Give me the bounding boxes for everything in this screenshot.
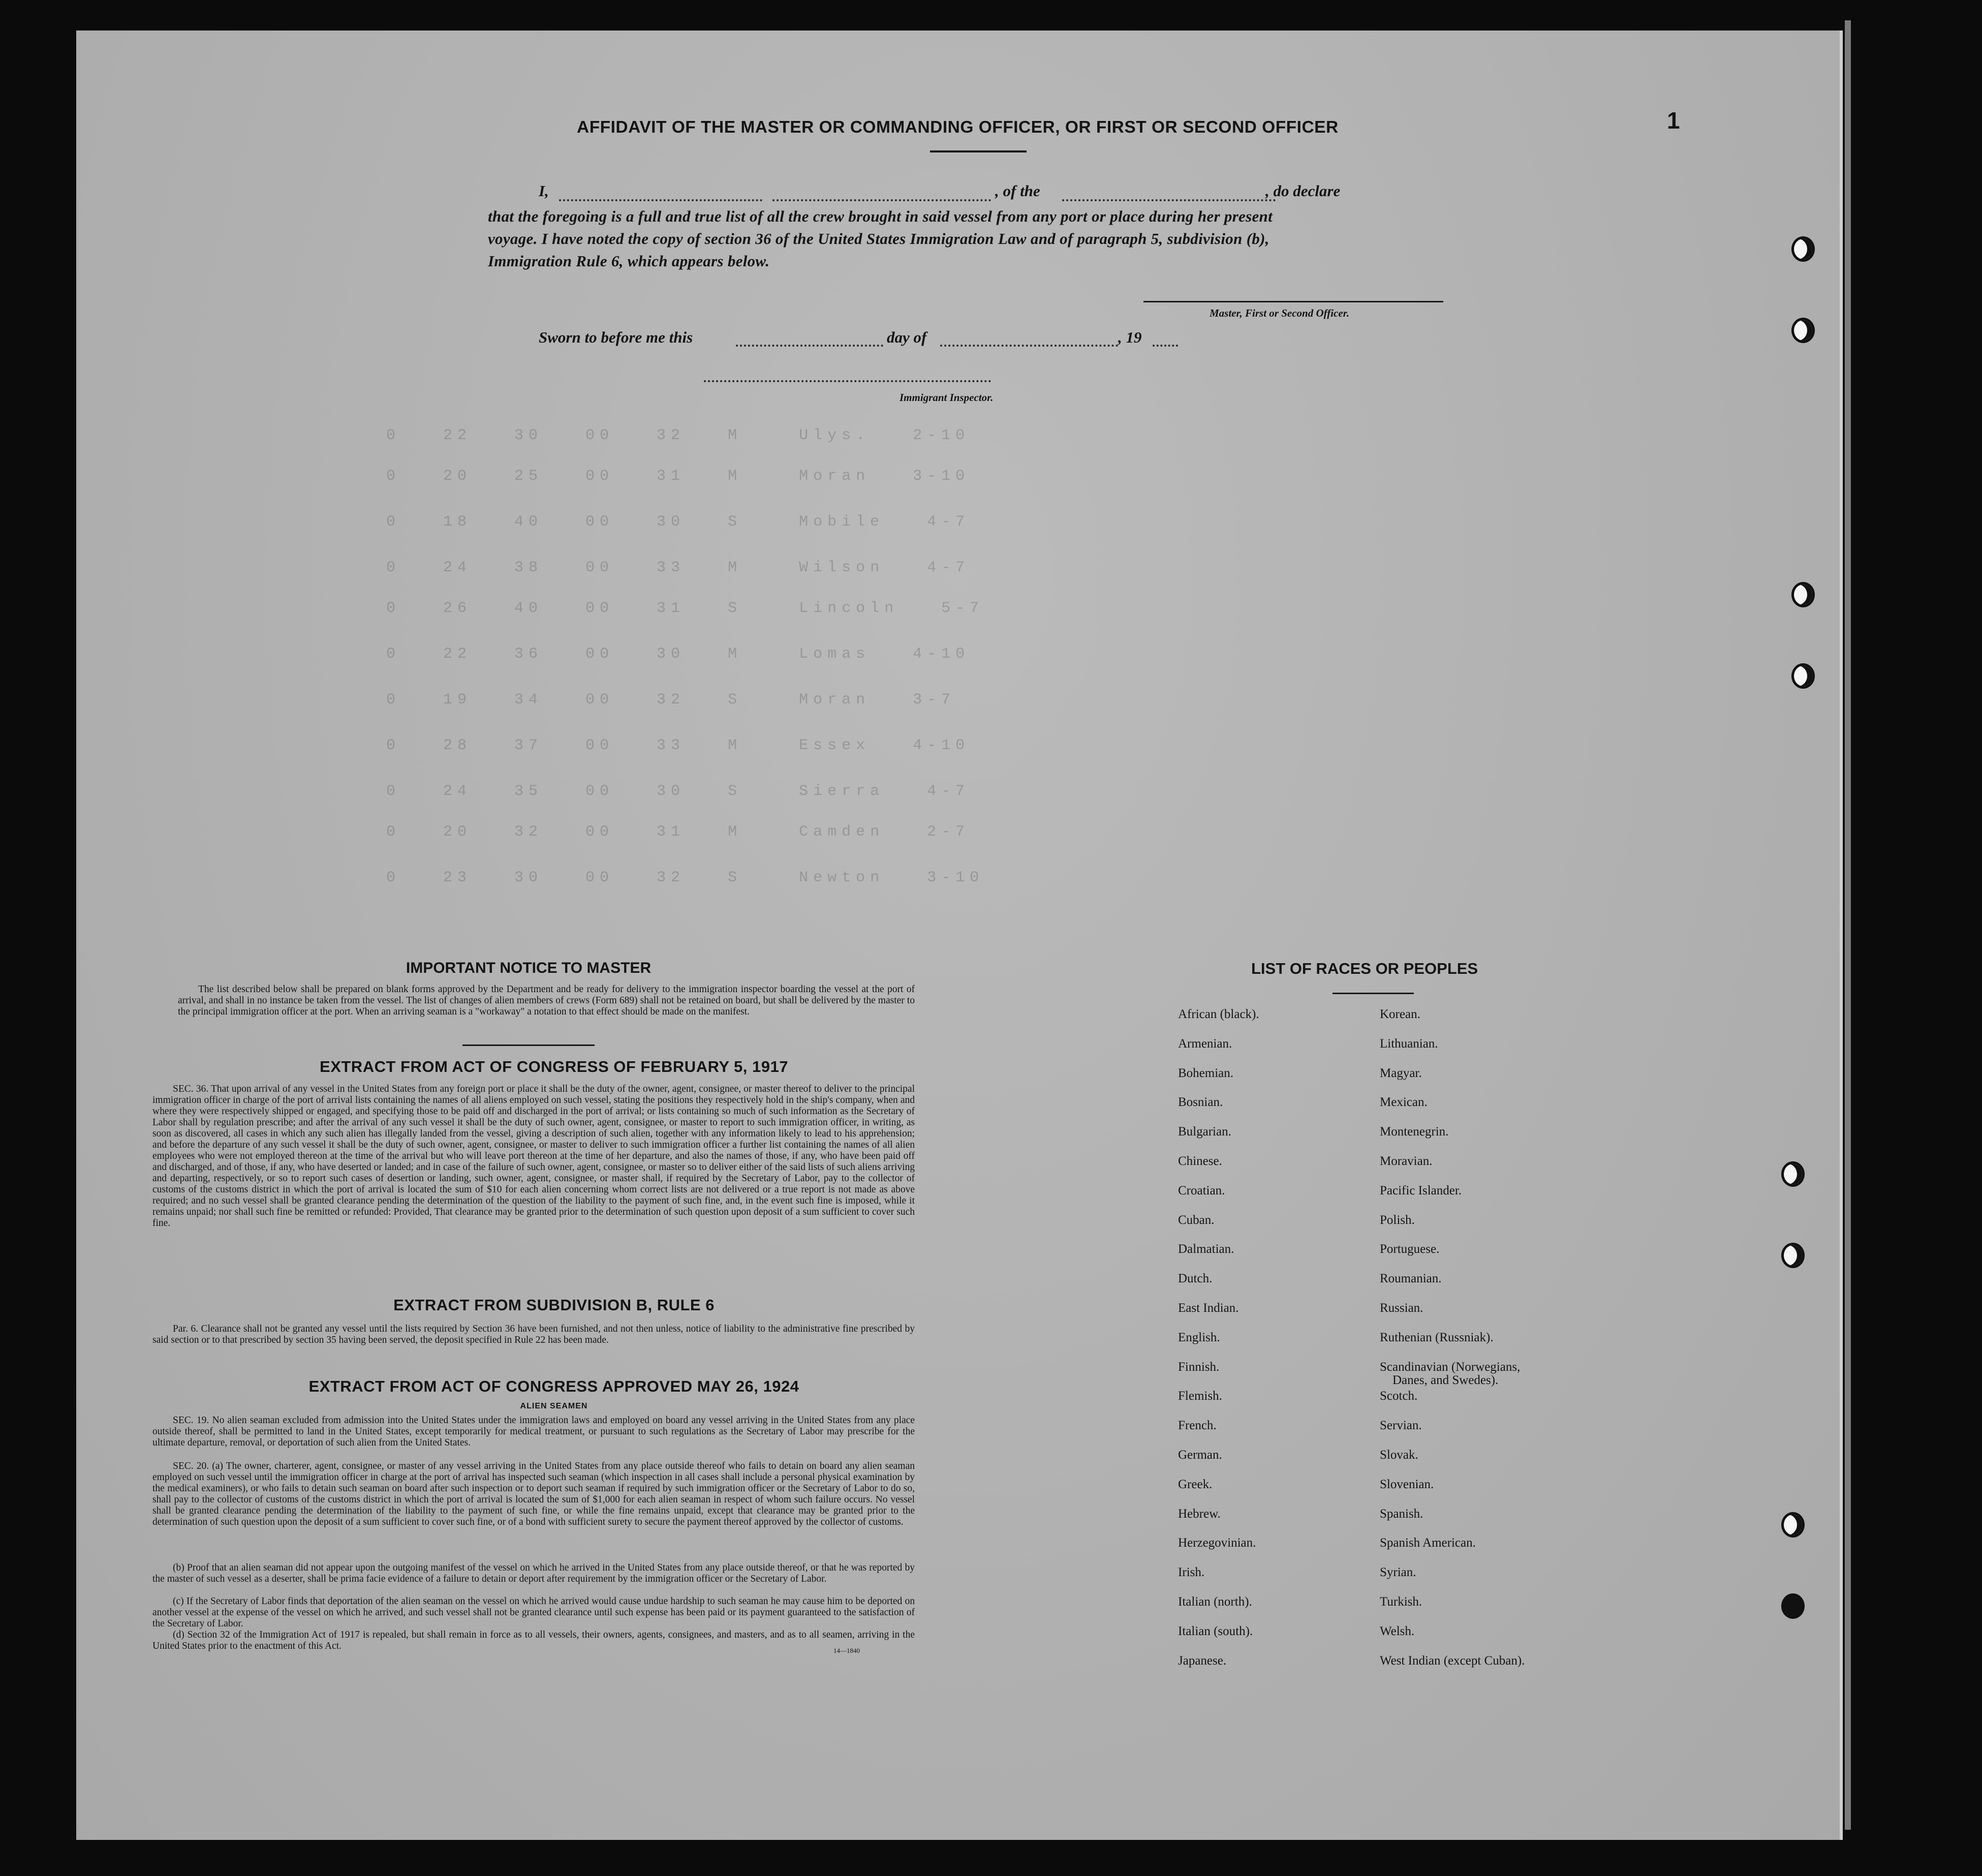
race-item: Mexican.	[1380, 1095, 1428, 1110]
sworn-year-label: , 19	[1118, 328, 1142, 346]
race-item: German.	[1178, 1448, 1222, 1462]
divider	[462, 1044, 595, 1046]
declarant-name-field[interactable]	[559, 199, 762, 201]
race-item: Portuguese.	[1380, 1242, 1440, 1256]
bleed-through-row: 0 18 40 00 30 S Mobile 4-7	[386, 513, 970, 531]
bleed-through-row: 0 22 30 00 32 M Ulys. 2-10	[386, 427, 970, 444]
extract1924-sec19: SEC. 19. No alien seaman excluded from admission into the United States under the immigration laws and employed on board any vessel arriving in the United States from any place outside thereof, shall be permitted to land in the United States, except temporarily for medical treatment, or pursuant to such regulations as the Secretary of Labor may prescribe for the ultimate departure, removal, or deportation of such alien from the United States.	[152, 1415, 915, 1448]
extract1924-sec20b: (b) Proof that an alien seaman did not appear upon the outgoing manifest of the vessel on which he arrived in the United States from any place outside thereof, or that he was reported by the master of such vessel as a deserter, shall be prima facie evidence of a failure to detain or deport after requirement by the immigration officer or the Secretary of Labor.	[152, 1562, 915, 1584]
sworn-day-label: day of	[887, 328, 927, 346]
race-item: Croatian.	[1178, 1183, 1225, 1197]
races-underline	[1333, 993, 1414, 994]
race-item: Moravian.	[1380, 1154, 1433, 1168]
page-number: 1	[1667, 107, 1680, 134]
race-item: Italian (south).	[1178, 1624, 1253, 1638]
punch-hole	[1791, 318, 1815, 343]
race-item: Finnish.	[1178, 1360, 1220, 1374]
bleed-through-row: 0 22 36 00 30 M Lomas 4-10	[386, 645, 970, 663]
extract1917-title: EXTRACT FROM ACT OF CONGRESS OF FEBRUARY 5, 1917	[320, 1058, 788, 1075]
race-item: Slovak.	[1380, 1448, 1418, 1462]
race-item: Dutch.	[1178, 1272, 1213, 1286]
race-item: Hebrew.	[1178, 1506, 1221, 1521]
affidavit-i-label: I,	[539, 182, 549, 200]
race-item: Syrian.	[1380, 1565, 1416, 1580]
form-number: 14—1840	[833, 1647, 860, 1654]
master-signature-line[interactable]	[1143, 301, 1443, 302]
race-item: Greek.	[1178, 1477, 1213, 1491]
sworn-label: Sworn to before me this	[539, 328, 693, 346]
extract-rule6-title: EXTRACT FROM SUBDIVISION B, RULE 6	[393, 1296, 715, 1314]
bleed-through-row: 0 26 40 00 31 S Lincoln 5-7	[386, 600, 984, 617]
master-label: Master, First or Second Officer.	[1210, 307, 1349, 319]
extract1924-subtitle: ALIEN SEAMEN	[520, 1402, 588, 1410]
affidavit-of-label: , of the	[995, 182, 1040, 200]
vessel-name-field[interactable]	[1062, 199, 1276, 201]
race-item: West Indian (except Cuban).	[1380, 1653, 1525, 1668]
race-item: Roumanian.	[1380, 1272, 1442, 1286]
race-item: Spanish.	[1380, 1506, 1423, 1521]
race-item: Armenian.	[1178, 1036, 1232, 1051]
inspector-label: Immigrant Inspector.	[900, 391, 994, 404]
race-item: Welsh.	[1380, 1624, 1415, 1638]
race-item: Turkish.	[1380, 1595, 1422, 1609]
punch-hole	[1791, 663, 1815, 689]
punch-hole	[1781, 1512, 1805, 1537]
extract1924-title: EXTRACT FROM ACT OF CONGRESS APPROVED MAY 26, 1924	[308, 1377, 799, 1395]
bleed-through-row: 0 24 35 00 30 S Sierra 4-7	[386, 783, 970, 800]
extract-rule6-body: Par. 6. Clearance shall not be granted any vessel until the lists required by Section 36 have been furnished, and not then unless, notice of liability to the administrative fine prescribed by said section or to that prescribed by section 35 having been served, the deposit specified in Rule 22 has been made.	[152, 1324, 915, 1345]
race-item: Bosnian.	[1178, 1095, 1223, 1110]
race-item: African (black).	[1178, 1007, 1259, 1021]
race-item: Scandinavian (Norwegians,	[1380, 1360, 1521, 1374]
notice-body: The list described below shall be prepared on blank forms approved by the Department and be ready for delivery to the immigration inspector boarding the vessel at the port of arrival, and shall in no instance be taken from the vessel. The list of changes of alien members of crews (Form 689) shall not be retained on board, but shall be delivered by the master to the principal immigration officer at the port. When an arriving seaman is a "workaway" a notation to that effect should be made on the manifest.	[178, 984, 915, 1017]
officer-title-field[interactable]	[772, 199, 991, 201]
race-item: Cuban.	[1178, 1213, 1215, 1227]
race-item: Lithuanian.	[1380, 1036, 1438, 1051]
race-item: Ruthenian (Russniak).	[1380, 1330, 1494, 1344]
race-item: Pacific Islander.	[1380, 1183, 1462, 1197]
bleed-through-row: 0 24 38 00 33 M Wilson 4-7	[386, 559, 970, 576]
sworn-day-field[interactable]	[736, 345, 883, 347]
races-title: LIST OF RACES OR PEOPLES	[1251, 960, 1478, 977]
race-item: Montenegrin.	[1380, 1125, 1449, 1139]
punch-hole	[1791, 582, 1815, 607]
race-item: Japanese.	[1178, 1653, 1227, 1668]
race-item: English.	[1178, 1330, 1220, 1344]
race-item: Bohemian.	[1178, 1066, 1234, 1080]
race-item: French.	[1178, 1419, 1217, 1433]
title-underline	[930, 150, 1027, 152]
affidavit-declare-label: , do declare	[1265, 182, 1341, 200]
punch-hole	[1781, 1593, 1805, 1619]
race-item: Bulgarian.	[1178, 1125, 1231, 1139]
bleed-through-row: 0 23 30 00 32 S Newton 3-10	[386, 869, 984, 886]
affidavit-line2: that the foregoing is a full and true list of all the crew brought in said vessel from any port or place during her present	[488, 207, 1273, 225]
race-item: Magyar.	[1380, 1066, 1422, 1080]
race-item: Dalmatian.	[1178, 1242, 1234, 1256]
race-item: Italian (north).	[1178, 1595, 1252, 1609]
race-item: Russian.	[1380, 1301, 1423, 1315]
race-item: Polish.	[1380, 1213, 1415, 1227]
inspector-signature-field[interactable]	[704, 380, 991, 382]
bleed-through-row: 0 19 34 00 32 S Moran 3-7	[386, 691, 956, 709]
race-item: Spanish American.	[1380, 1536, 1476, 1550]
race-item: Korean.	[1380, 1007, 1420, 1021]
affidavit-line3: voyage. I have noted the copy of section 36 of the United States Immigration Law and of paragraph 5, subdivision (b),	[488, 230, 1269, 248]
notice-title: IMPORTANT NOTICE TO MASTER	[406, 960, 652, 976]
punch-hole	[1791, 236, 1815, 262]
sworn-month-field[interactable]	[940, 345, 1118, 347]
race-item: East Indian.	[1178, 1301, 1239, 1315]
bleed-through-row: 0 20 32 00 31 M Camden 2-7	[386, 823, 970, 841]
race-item: Slovenian.	[1380, 1477, 1434, 1491]
extract1924-sec20a: SEC. 20. (a) The owner, charterer, agent, consignee, or master of any vessel arriving in the United States from any place outside thereof who fails to detain on board any alien seaman employed on such vessel until the immigration officer in charge at the port of arrival has inspected such seaman (which inspection in all cases shall include a personal physical examination by the medical examiners), or who fails to detain such seaman on board after such inspection or to deport such seaman if required by such immigration officer or the Secretary of Labor to do so, shall pay to the collector of customs of the customs district in which the port of arrival is located the sum of $1,000 for each alien seaman in respect of whom such failure occurs. No vessel shall be granted clearance pending the determination of the liability to the payment of such fine, or while the fine remains unpaid, except that clearance may be granted prior to the determination of such question upon the deposit of a sum sufficient to cover such fine, or of a bond with sufficient surety to secure the payment thereof approved by the collector of customs.	[152, 1461, 915, 1527]
punch-hole	[1781, 1243, 1805, 1268]
race-item: Servian.	[1380, 1419, 1422, 1433]
punch-hole	[1781, 1161, 1805, 1187]
extract1924-sec20c: (c) If the Secretary of Labor finds that deportation of the alien seaman on the vessel on which he arrived would cause undue hardship to such seaman he may cause him to be deported on another vessel at the expense of the vessel on which he arrived, and such vessel shall not be granted clearance until such expense has been paid or its payment guaranteed to the satisfaction of the Secretary of Labor.	[152, 1596, 915, 1629]
race-item: Flemish.	[1178, 1389, 1222, 1403]
extract1924-sec20d: (d) Section 32 of the Immigration Act of 1917 is repealed, but shall remain in force as to all vessels, their owners, agents, consignees, and masters, and as to all seamen, arriving in the United States prior to the enactment of this Act.	[152, 1629, 915, 1651]
affidavit-title: AFFIDAVIT OF THE MASTER OR COMMANDING OFFICER, OR FIRST OR SECOND OFFICER	[577, 118, 1339, 137]
sworn-year-field[interactable]	[1153, 345, 1178, 347]
extract1917-body: SEC. 36. That upon arrival of any vessel in the United States from any foreign port or place it shall be the duty of the owner, agent, consignee, or master thereof to deliver to the principal immigration officer in charge of the port of arrival lists containing the names of all aliens employed on such vessel, stating the positions they respectively hold in the ship's company, when and where they were respectively shipped or engaged, and specifying those to be paid off and discharged in the port of arrival; or lists containing so much of such information as the Secretary of Labor shall by regulation prescribe; and after the arrival of any such vessel it shall be the duty of such owner, agent, consignee, or master to report to such immigration officer, in writing, as soon as discovered, all cases in which any such alien has illegally landed from the vessel, giving a description of such alien, together with any information likely to lead to his apprehension; and before the departure of any such vessel it shall be the duty of such owner, agent, consignee, or master to deliver to such immigration officer a further list containing the names of all alien employees who were not employed thereon at the time of the arrival but who will leave port thereon at the time of her departure, and also the names of those, if any, who have been paid off and discharged, and of those, if any, who have deserted or landed; and in case of the failure of such owner, agent, consignee, or master so to deliver either of the said lists of such aliens arriving and departing, respectively, or so to report such cases of desertion or landing, such owner, agent, consignee, or master shall, if required by the Secretary of Labor, pay to the collector of customs of the customs district in which the port of arrival is located the sum of $10 for each alien concerning whom correct lists are not delivered or a true report is not made as above required; and no such vessel shall be granted clearance pending the determination of the question of the liability to the payment of such fine, and, in the event such fine is imposed, while it remains unpaid; nor shall such fine be remitted or refunded: Provided, That clearance may be granted prior to the determination of such question upon deposit of a sum sufficient to cover such fine.	[152, 1084, 915, 1228]
race-item: Herzegovinian.	[1178, 1536, 1256, 1550]
affidavit-line4: Immigration Rule 6, which appears below.	[488, 252, 770, 270]
race-item: Danes, and Swedes).	[1392, 1373, 1499, 1387]
race-item: Scotch.	[1380, 1389, 1418, 1403]
paper-edge	[1845, 20, 1851, 1830]
race-item: Chinese.	[1178, 1154, 1222, 1168]
bleed-through-row: 0 20 25 00 31 M Moran 3-10	[386, 468, 970, 485]
race-item: Irish.	[1178, 1565, 1205, 1580]
bleed-through-row: 0 28 37 00 33 M Essex 4-10	[386, 737, 970, 754]
